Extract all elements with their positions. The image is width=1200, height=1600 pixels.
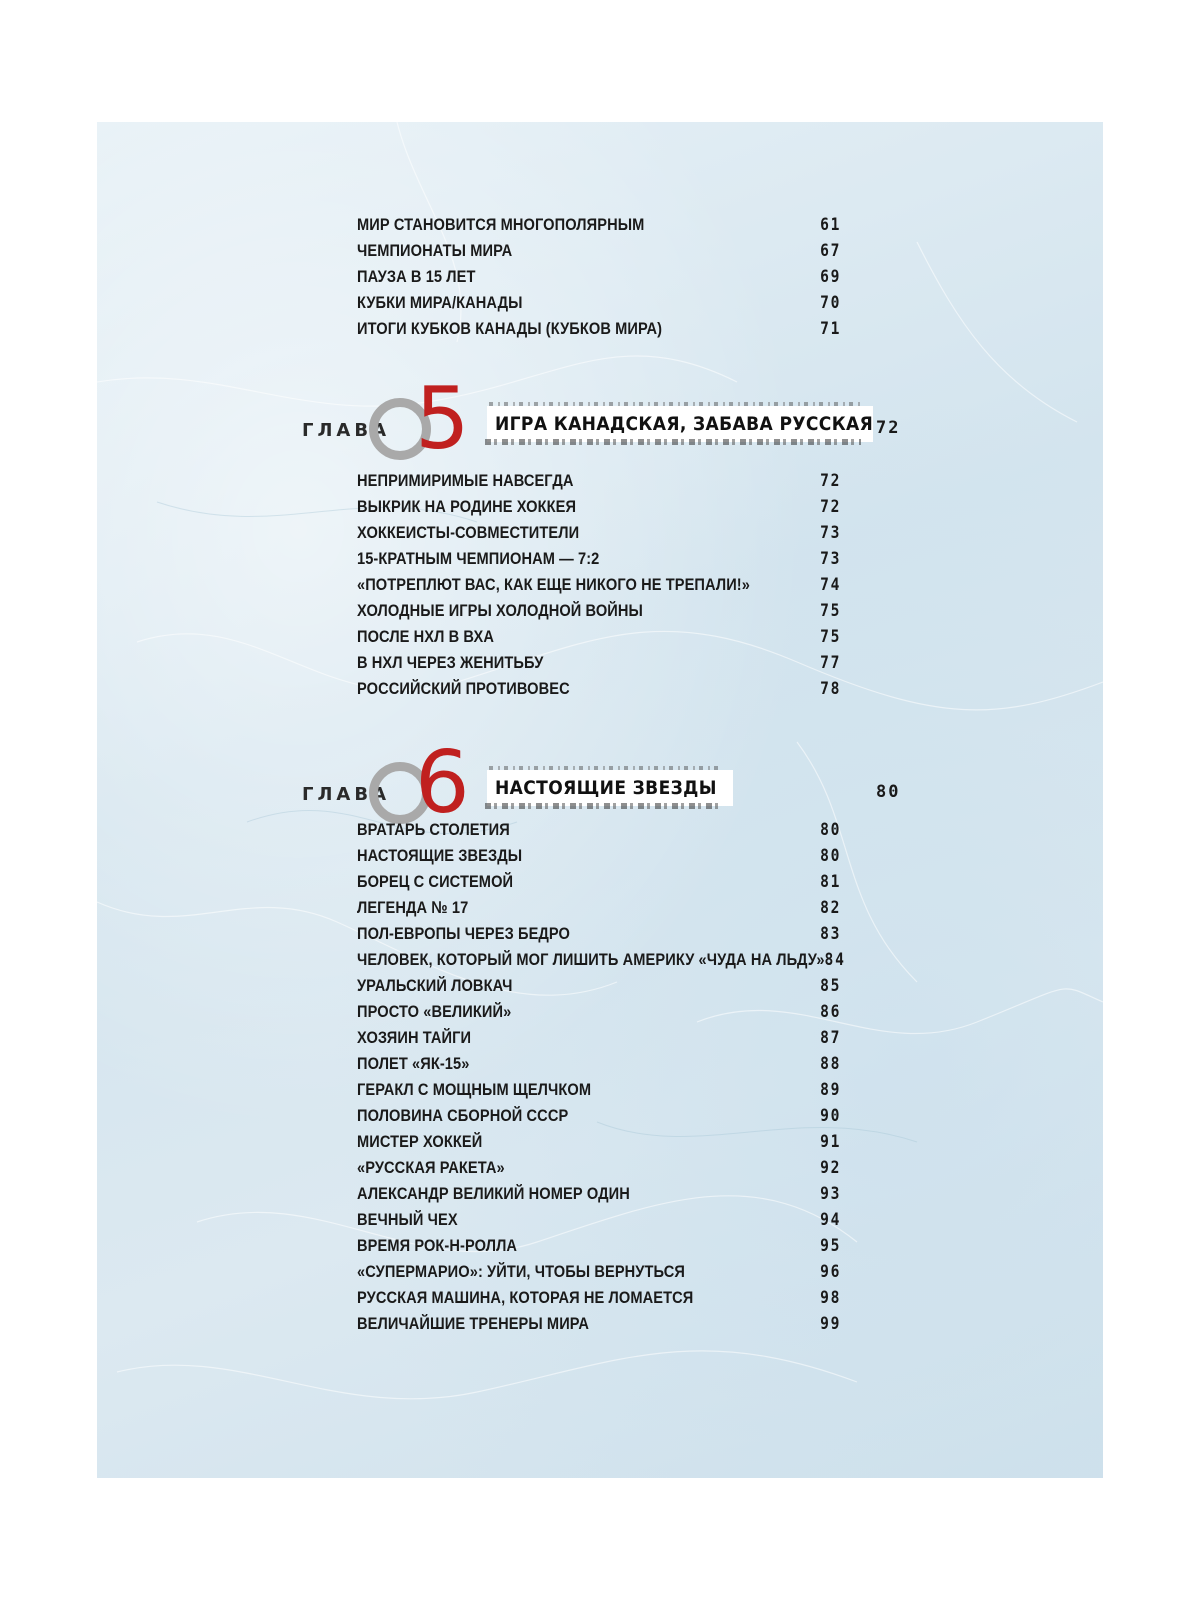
- toc-entry-page: 80: [820, 820, 842, 840]
- toc-entry[interactable]: [357, 1311, 841, 1337]
- toc-entry[interactable]: [357, 1025, 841, 1051]
- toc-entry-page: 91: [820, 1132, 842, 1152]
- toc-entry[interactable]: [357, 572, 841, 598]
- toc-entry-title: БОРЕЦ С СИСТЕМОЙ: [357, 872, 514, 891]
- toc-entry[interactable]: [357, 895, 841, 921]
- toc-entry[interactable]: [357, 546, 841, 572]
- toc-entry-title: ХОККЕИСТЫ-СОВМЕСТИТЕЛИ: [357, 523, 580, 542]
- toc-entry-page: 80: [820, 846, 842, 866]
- toc-entry[interactable]: [357, 843, 841, 869]
- toc-entry[interactable]: [357, 817, 841, 843]
- toc-entry-title: ЛЕГЕНДА № 17: [357, 898, 469, 917]
- toc-entry-page: 89: [820, 1080, 842, 1100]
- toc-entry[interactable]: [357, 264, 841, 290]
- toc-entry-title: ВЕЧНЫЙ ЧЕХ: [357, 1210, 458, 1229]
- toc-entry-title: «ПОТРЕПЛЮТ ВАС, КАК ЕЩЕ НИКОГО НЕ ТРЕПАЛИ!»: [357, 575, 750, 594]
- toc-entry-page: 96: [820, 1262, 842, 1282]
- chapter-label: ГЛАВА: [302, 784, 391, 805]
- toc-entry-title: ВРЕМЯ РОК-Н-РОЛЛА: [357, 1236, 518, 1255]
- toc-entry[interactable]: [357, 290, 841, 316]
- toc-entry-page: 67: [820, 241, 842, 261]
- chapter-title-banner: [487, 406, 873, 442]
- toc-entry-page: 85: [820, 976, 842, 996]
- toc-entry[interactable]: [357, 1077, 841, 1103]
- toc-entry-title: НЕПРИМИРИМЫЕ НАВСЕГДА: [357, 471, 574, 490]
- toc-entry[interactable]: [357, 1155, 841, 1181]
- chapter-label: ГЛАВА: [302, 420, 391, 441]
- toc-entry-title: ПОЛЕТ «ЯК-15»: [357, 1054, 470, 1073]
- toc-entry-title: «СУПЕРМАРИО»: УЙТИ, ЧТОБЫ ВЕРНУТЬСЯ: [357, 1262, 685, 1281]
- toc-entry[interactable]: [357, 238, 841, 264]
- toc-entry-title: ПАУЗА В 15 ЛЕТ: [357, 267, 476, 286]
- toc-entry-page: 72: [820, 497, 842, 517]
- toc-entry-page: 95: [820, 1236, 842, 1256]
- toc-entry-page: 90: [820, 1106, 842, 1126]
- toc-entry[interactable]: [357, 1259, 841, 1285]
- toc-entry[interactable]: [357, 869, 841, 895]
- toc-entry-title: МИСТЕР ХОККЕЙ: [357, 1132, 483, 1151]
- toc-entry-title: НАСТОЯЩИЕ ЗВЕЗДЫ: [357, 846, 523, 865]
- toc-entry-page: 70: [820, 293, 842, 313]
- toc-entry-title: ЧЕМПИОНАТЫ МИРА: [357, 241, 513, 260]
- toc-entry-page: 74: [820, 575, 842, 595]
- toc-entry-title: ГЕРАКЛ С МОЩНЫМ ЩЕЛЧКОМ: [357, 1080, 592, 1099]
- chapter-page: 80: [876, 782, 901, 802]
- toc-entry[interactable]: [357, 212, 841, 238]
- toc-entry[interactable]: [357, 1233, 841, 1259]
- toc-entry-page: 69: [820, 267, 842, 287]
- toc-entry-page: 61: [820, 215, 842, 235]
- banner-rough-edge: [485, 439, 861, 445]
- toc-entry-page: 75: [820, 627, 842, 647]
- toc-entry-title: УРАЛЬСКИЙ ЛОВКАЧ: [357, 976, 513, 995]
- toc-entry-title: ВЫКРИК НА РОДИНЕ ХОККЕЯ: [357, 497, 577, 516]
- toc-entry-title: ВРАТАРЬ СТОЛЕТИЯ: [357, 820, 510, 839]
- toc-entry[interactable]: [357, 1103, 841, 1129]
- toc-page: [97, 122, 1103, 1478]
- toc-entry-title: ВЕЛИЧАЙШИЕ ТРЕНЕРЫ МИРА: [357, 1314, 589, 1333]
- toc-entry-title: В НХЛ ЧЕРЕЗ ЖЕНИТЬБУ: [357, 653, 544, 672]
- toc-entry-page: 84: [824, 950, 846, 970]
- toc-entry[interactable]: [357, 947, 846, 973]
- toc-entry-page: 98: [820, 1288, 842, 1308]
- toc-entry[interactable]: [357, 316, 841, 342]
- toc-entry-page: 73: [820, 523, 842, 543]
- toc-entry-page: 81: [820, 872, 842, 892]
- toc-entry[interactable]: [357, 973, 841, 999]
- toc-entry-title: КУБКИ МИРА/КАНАДЫ: [357, 293, 523, 312]
- toc-entry-page: 78: [820, 679, 842, 699]
- toc-entry-title: ПРОСТО «ВЕЛИКИЙ»: [357, 1002, 512, 1021]
- toc-entry-page: 83: [820, 924, 842, 944]
- toc-entry-title: 15-КРАТНЫМ ЧЕМПИОНАМ — 7:2: [357, 549, 600, 568]
- toc-entry-page: 88: [820, 1054, 842, 1074]
- chapter-number: 6: [415, 733, 470, 833]
- toc-entry-page: 73: [820, 549, 842, 569]
- toc-entry-title: МИР СТАНОВИТСЯ МНОГОПОЛЯРНЫМ: [357, 215, 645, 234]
- chapter-header[interactable]: [97, 369, 1103, 480]
- toc-entry-title: РУССКАЯ МАШИНА, КОТОРАЯ НЕ ЛОМАЕТСЯ: [357, 1288, 694, 1307]
- toc-entry-page: 93: [820, 1184, 842, 1204]
- toc-entry[interactable]: [357, 1181, 841, 1207]
- toc-entry[interactable]: [357, 676, 841, 702]
- toc-entry-page: 99: [820, 1314, 842, 1334]
- toc-entry-title: ХОЛОДНЫЕ ИГРЫ ХОЛОДНОЙ ВОЙНЫ: [357, 601, 643, 620]
- toc-entry-title: «РУССКАЯ РАКЕТА»: [357, 1158, 505, 1177]
- toc-entry[interactable]: [357, 1129, 841, 1155]
- toc-entry-page: 94: [820, 1210, 842, 1230]
- toc-entry-page: 75: [820, 601, 842, 621]
- chapter-title: ИГРА КАНАДСКАЯ, ЗАБАВА РУССКАЯ: [495, 413, 874, 435]
- toc-entry[interactable]: [357, 1051, 841, 1077]
- toc-entry-page: 71: [820, 319, 842, 339]
- toc-entry-page: 92: [820, 1158, 842, 1178]
- toc-entry[interactable]: [357, 1207, 841, 1233]
- table-of-contents: [97, 122, 1103, 1478]
- toc-entry-title: ПОЛОВИНА СБОРНОЙ СССР: [357, 1106, 569, 1125]
- toc-entry-title: ХОЗЯИН ТАЙГИ: [357, 1028, 472, 1047]
- toc-entry[interactable]: [357, 999, 841, 1025]
- toc-entry-title: АЛЕКСАНДР ВЕЛИКИЙ НОМЕР ОДИН: [357, 1184, 630, 1203]
- toc-entry-title: ПОСЛЕ НХЛ В ВХА: [357, 627, 495, 646]
- toc-entry-page: 87: [820, 1028, 842, 1048]
- toc-entry[interactable]: [357, 921, 841, 947]
- toc-entry-page: 72: [820, 471, 842, 491]
- toc-entry[interactable]: [357, 598, 841, 624]
- toc-entry-title: ЧЕЛОВЕК, КОТОРЫЙ МОГ ЛИШИТЬ АМЕРИКУ «ЧУДА НА ЛЬДУ»: [357, 950, 825, 969]
- toc-entry[interactable]: [357, 650, 841, 676]
- toc-entry-page: 86: [820, 1002, 842, 1022]
- chapter-title-banner: [487, 770, 733, 806]
- toc-entry[interactable]: [357, 624, 841, 650]
- toc-entry[interactable]: [357, 1285, 841, 1311]
- toc-entry[interactable]: [357, 520, 841, 546]
- chapter-title: НАСТОЯЩИЕ ЗВЕЗДЫ: [495, 777, 717, 799]
- toc-entry[interactable]: [357, 494, 841, 520]
- toc-entry-title: ИТОГИ КУБКОВ КАНАДЫ (КУБКОВ МИРА): [357, 319, 663, 338]
- toc-entry[interactable]: [357, 468, 841, 494]
- toc-entry-page: 77: [820, 653, 842, 673]
- chapter-number: 5: [415, 369, 470, 469]
- chapter-page: 72: [876, 418, 901, 438]
- toc-entry-title: ПОЛ-ЕВРОПЫ ЧЕРЕЗ БЕДРО: [357, 924, 571, 943]
- banner-rough-edge: [485, 803, 721, 809]
- toc-entry-title: РОССИЙСКИЙ ПРОТИВОВЕС: [357, 679, 570, 698]
- toc-entry-page: 82: [820, 898, 842, 918]
